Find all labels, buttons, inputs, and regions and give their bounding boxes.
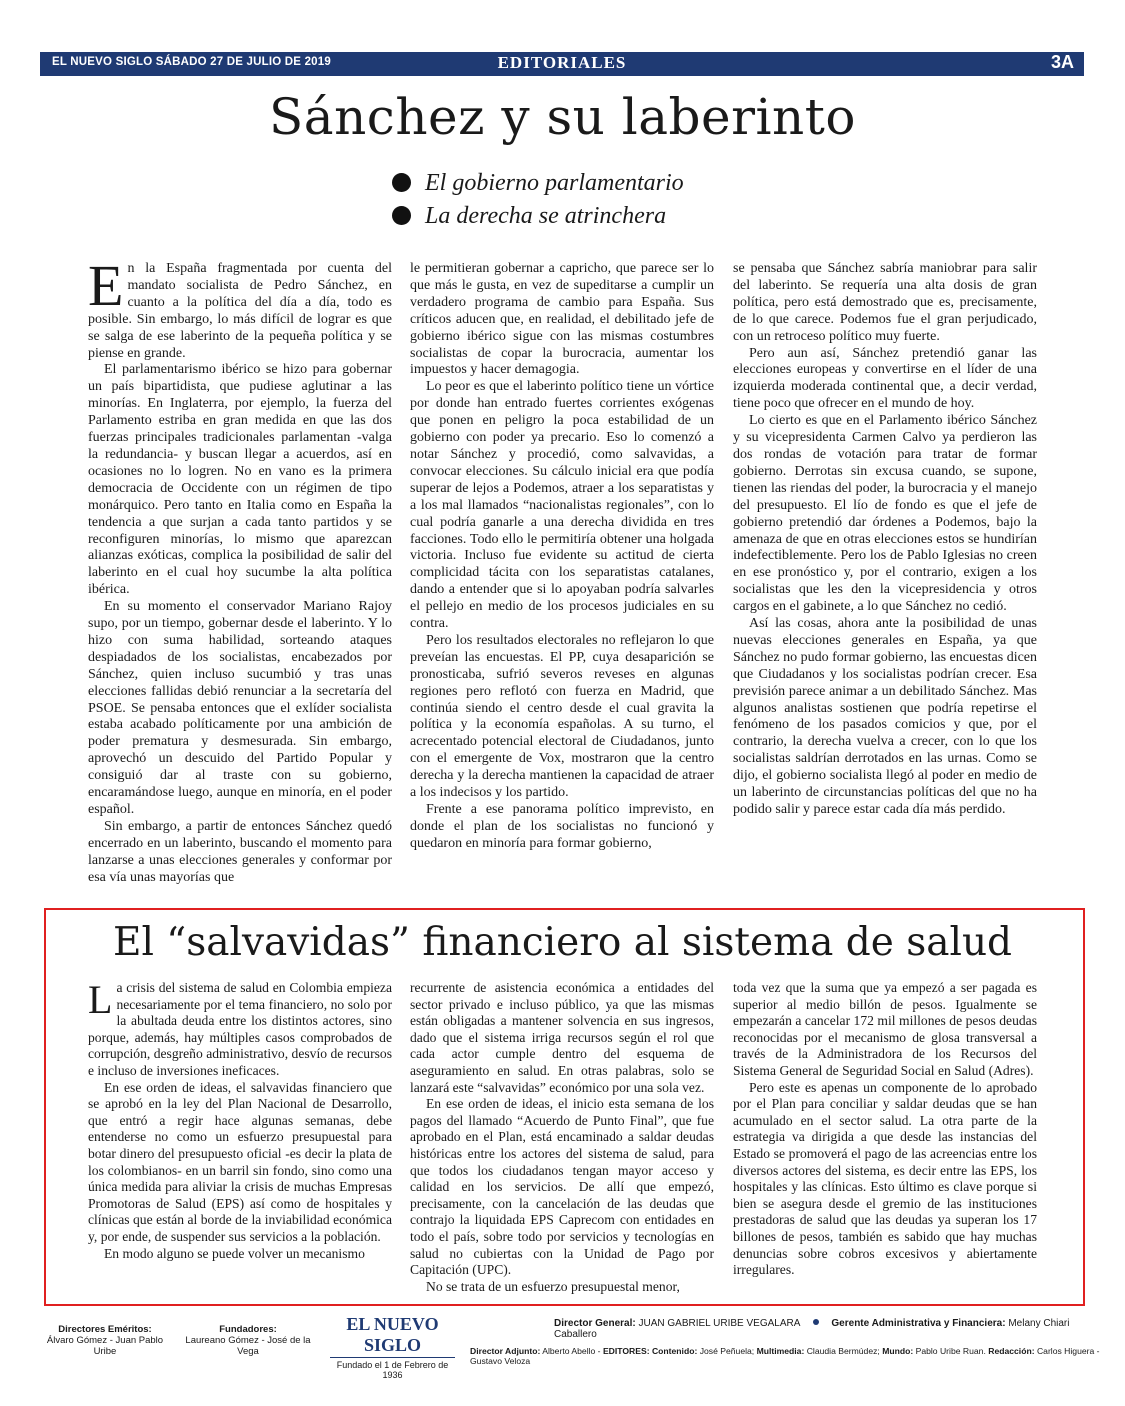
paragraph: toda vez que la suma que ya empezó a ser pagada es superior al medio billón de pesos. Igualmente se empezarán a cancelar 172 mil millones de pesos deudas reconocidas por el mecanismo de glosa transversal a través de la Administradora de los Recursos del Sistema General de Seguridad Social en Salud (Adres). — [733, 980, 1037, 1078]
drop-cap: L — [88, 977, 113, 1022]
page-number: 3A — [1050, 52, 1074, 72]
deck-text: El gobierno parlamentario — [425, 170, 684, 196]
footer-label: Mundo: — [882, 1346, 914, 1356]
footer-label: Director Adjunto: — [470, 1346, 541, 1356]
footer-names: Pablo Uribe Ruan. — [915, 1346, 986, 1356]
paragraph: En su momento el conservador Mariano Rajoy supo, por un tiempo, gobernar desde el laberinto. Y lo hizo con suma habilidad, sorteando ataques despiadados de los socialistas, encabezados por Sánchez, quien incluso sucumbió y tras unas elecciones fallidas debió renunciar a la secretaría del PSOE. Se pensaba entonces que el exlíder socialista estaba acabado políticamente por una ambición de poder prematura y desmesurada. Sin embargo, aprovechó un descuido del Partido Popular y consiguió dar al traste con su gobierno, encaramándose luego, aunque en minoría, en el poder español. — [88, 599, 392, 817]
article-column — [410, 980, 714, 1294]
section-title: EDITORIALES — [497, 53, 627, 72]
paragraph: Lo peor es que el laberinto político tiene un vórtice por donde han entrado fuertes corrientes exógenas que ponen en peligro la poca estabilidad de un gobierno con poder ya precario. Eso lo comenzó a notar Sánchez y procedió, como salvavidas, a convocar elecciones. Su cálculo inicial era que podía superar de lejos a Podemos, atraer a los separatistas y a los mal llamados “nacionalistas regionales”, con lo cual podría ganarle a una derecha dividida en tres facciones. Todo ello le permitiría obtener una holgada victoria. Incluso fue evidente su actitud de cierta complicidad tácita con los separatistas catalanes, dando a entender que si lo apoyaban podría salvarles el pellejo en medio de los procesos judiciales en su contra. — [410, 379, 714, 632]
bullet-icon — [392, 206, 411, 225]
footer-label: Directores Eméritos: — [58, 1324, 152, 1335]
footer-names: José Peñuela; — [699, 1346, 755, 1356]
paragraph: En modo alguno se puede volver un mecanismo — [104, 1245, 365, 1261]
article-column — [733, 261, 1037, 906]
paragraph: En la España fragmentada por cuenta del mandato socialista de Pedro Sánchez, en cuanto a la política del día a día, todo es posible. Sin embargo, lo más difícil de lograr es que se salga de ese laberinto de la pequeña política y se piense en grande. — [88, 253, 392, 361]
header-date: EL NUEVO SIGLO SÁBADO 27 DE JULIO DE 2019 — [52, 56, 331, 68]
page-header-bar — [40, 52, 1084, 76]
paragraph: Así las cosas, ahora ante la posibilidad de unas nuevas elecciones generales en España, ya que Sánchez no pudo formar gobierno, las encuestas dicen que Ciudadanos y los socialistas podrían crecer. Esa previsión parece animar a un debilitado Sánchez. Mas algunos analistas sostienen que podría repetirse el fenómeno de los pasados comicios y que, por el contrario, la derecha vuelva a crecer, con lo que los socialistas saldrían derrotados en las urnas. Como se dijo, el gobierno socialista llegó al poder en medio de un laberinto de circunstancias políticas del que no ha podido salir y parece estar cada día más perdido. — [733, 616, 1038, 817]
masthead-footer — [0, 1310, 1125, 1380]
footer-names: Laureano Gómez - José de la Vega — [185, 1335, 311, 1357]
paragraph: No se trata de un esfuerzo presupuestal menor, — [426, 1278, 680, 1294]
drop-cap: E — [88, 253, 124, 318]
deck-line — [392, 170, 684, 197]
footer-label: Fundadores: — [219, 1324, 277, 1335]
paragraph: Pero los resultados electorales no reflejaron lo que preveían las encuestas. El PP, cuya desaparición se pronosticaba, sufrió severos reveses en algunas regiones pero reflotó con fuerza en Madrid, que continúa siendo el centro desde el cual gravita la política y la economía españolas. A su turno, el acrecentado potencial electoral de Ciudadanos, junto con el emergente de Vox, mostraron que la centro derecha y la derecha mantienen la capacidad de atraer a los indecisos y los partido. — [410, 632, 714, 801]
footer-names: Melany Chiari Caballero — [554, 1318, 1070, 1340]
founded-date: Fundado el 1 de Febrero de 1936 — [336, 1360, 449, 1380]
paragraph: Frente a ese panorama político imprevisto, en donde el plan de los socialistas no funcionó y quedaron en minoría para formar gobierno, — [410, 802, 714, 851]
deck-line — [392, 203, 666, 230]
article-headline: Sánchez y su laberinto — [269, 88, 856, 146]
footer-names: Alberto Abello — [542, 1346, 596, 1356]
paragraph: le permitieran gobernar a capricho, que parece ser lo que más le gusta, en vez de supeditarse a cumplir un verdadero programa de cambio para España. Sus críticos aducen que, en realidad, el debilitado jefe de gobierno ibérico sigue con las mismas costumbres socialistas de copar la burocracia, aumentar los impuestos y hacer demagogia. — [410, 261, 714, 378]
bullet-icon — [392, 173, 411, 192]
paragraph: Sin embargo, a partir de entonces Sánchez quedó encerrado en un laberinto, buscando el momento para lanzarse a unas elecciones generales y conformar por esa vía unas mayorías que — [88, 818, 392, 885]
staff-credits: Director General: JUAN GABRIEL URIBE VEGALARA Gerente Administrativa y Financiera: Melany Chiari Caballero Director Adjunto: Alberto Abello - EDITORES: Contenido: José Peñuela; Multimedia: Claudia Bermúdez; Mundo: Pablo Uribe Ruan. Redacción: Carlos Higuera - Gustavo Veloza — [470, 1318, 1100, 1366]
article-column — [88, 977, 392, 1285]
paragraph: En ese orden de ideas, el inicio esta semana de los pagos del llamado “Acuerdo de Punto Final”, que fue aprobado en el Plan, está encaminado a saldar deudas históricas entre los actores del sistema de salud, para que todos los ciudadanos tengan mayor acceso y calidad en los servicios. De allí que empezó, precisamente, con la cancelación de las deudas que contrajo la liquidada EPS Caprecom con entidades en todo el país, sobre todo por servicios y tecnologías en salud no cubiertas con la Unidad de Pago por Capitación (UPC). — [410, 1096, 714, 1278]
logo-text: EL NUEVO SIGLO — [330, 1314, 455, 1358]
paragraph: La crisis del sistema de salud en Colombia empieza necesariamente por el tema financiero, no solo por la abultada deuda entre los distintos actores, sino porque, además, hay múltiples casos comprobados de corrupción, desgreño administrativo, desvío de recursos e incluso de inversiones ineficaces. — [88, 977, 392, 1078]
article-column — [410, 261, 714, 906]
footer-label: EDITORES: Contenido: — [602, 1346, 698, 1356]
footer-names: Carlos Higuera - Gustavo Veloza — [470, 1346, 1100, 1366]
article-headline: El “salvavidas” financiero al sistema de salud — [112, 920, 1013, 965]
paragraph: Pero este es apenas un componente de lo aprobado por el Plan para conciliar y saldar deudas que se han acumulado en el sector salud. La otra parte de la estrategia va dirigida a que desde las instancias del Estado se promoverá el pago de las acreencias entre los diversos actores del sistema, es decir entre las EPS, los hospitales y las clínicas. Esto último es clave porque si bien se asegura desde el gremio de las instituciones prestadoras de salud que las deudas ya superan los 17 billones de pesos, también es sabido que hay muchas denuncias sobre cobros excesivos y abiertamente irregulares. — [733, 1079, 1037, 1278]
footer-label: Redacción: — [988, 1346, 1035, 1356]
article-column — [88, 253, 392, 906]
paragraph: recurrente de asistencia económica a entidades del sector privado e incluso público, ya que las mismas están obligadas a mantener solvencia en sus ingresos, dado que el sistema irriga recursos según el rol que cada actor cumple dentro del esquema de aseguramiento en salud. En otras palabras, solo se lanzará este “salvavidas” económico por una sola vez. — [410, 980, 714, 1095]
paragraph: En ese orden de ideas, el salvavidas financiero que se aprobó en la ley del Plan Nacional de Desarrollo, que entró a regir hace algunas semanas, debe entenderse no como un esfuerzo presupuestal para botar dinero del presupuesto oficial -es decir la plata de los colombianos- en un barril sin fondo, sino como una única medida para aliviar la crisis de muchas Empresas Promotoras de Salud (EPS) así como de hospitales y clínicas que están al borde de la inviabilidad económica y, por ende, de suspender sus servicios a la población. — [88, 1079, 392, 1244]
footer-names: Claudia Bermúdez; — [806, 1346, 880, 1356]
fundadores — [178, 1324, 318, 1357]
directores-emeritos — [40, 1324, 170, 1357]
bullet-icon — [813, 1319, 819, 1325]
paragraph: Pero aun así, Sánchez pretendió ganar las elecciones europeas y convertirse en el líder de una izquierda moderada continental que, a decir verdad, tiene poco que ofrecer en el mundo de hoy. — [733, 345, 1037, 412]
paragraph: El parlamentarismo ibérico se hizo para gobernar un país bipartidista, que pudiese aglutinar a las minorías. En Inglaterra, por ejemplo, la fuerza del Parlamento estriba en gran medida en que las dos fuerzas principales tradicionales parlamentan -valga la redundancia- y buscan llegar a acuerdos, así en ocasiones no lo logren. No en vano es la primera democracia de Occidente con un régimen de tipo monárquico. Pero tanto en Italia como en España la tendencia a que surjan a cada tanto partidos y se reconfiguren minorías, lo mismo que aparezcan alianzas exóticas, complica la posibilidad de salir del laberinto en el cual hoy sucumbe la alta política ibérica. — [88, 362, 392, 598]
footer-label: Multimedia: — [756, 1346, 805, 1356]
footer-label: Director General: — [554, 1318, 636, 1329]
footer-label: Gerente Administrativa y Financiera: — [831, 1318, 1006, 1329]
paragraph: Lo cierto es que en el Parlamento ibérico Sánchez y su vicepresidenta Carmen Calvo ya perdieron las dos rondas de votación para tratar de formar gobierno. Derrotas sin excusa cuando, se supone, tienen las riendas del poder, la burocracia y el manejo del presupuesto. El lío de fondo es que el jefe de gobierno pretendió dar órdenes a Podemos, bajo la amenaza de que en otras elecciones estos se hundirían indefectiblemente. Pero los de Pablo Iglesias no creen en ese pronóstico y, por el contrario, exigen a los socialistas que les den la vicepresidencia y otros cargos en el gabinete, a lo que Sánchez no cedió. — [733, 413, 1037, 615]
footer-names: JUAN GABRIEL URIBE VEGALARA — [638, 1318, 800, 1329]
newspaper-logo — [330, 1314, 455, 1380]
paragraph: se pensaba que Sánchez sabría maniobrar para salir del laberinto. Se requería una alta dosis de gran política, pero está demostrado que es, precisamente, de lo que carece. Podemos fue el gran perjudicado, con un retroceso político muy fuerte. — [733, 261, 1037, 344]
deck-text: La derecha se atrinchera — [425, 203, 667, 229]
article-column — [733, 980, 1037, 1285]
footer-names: Álvaro Gómez - Juan Pablo Uribe — [46, 1335, 164, 1357]
